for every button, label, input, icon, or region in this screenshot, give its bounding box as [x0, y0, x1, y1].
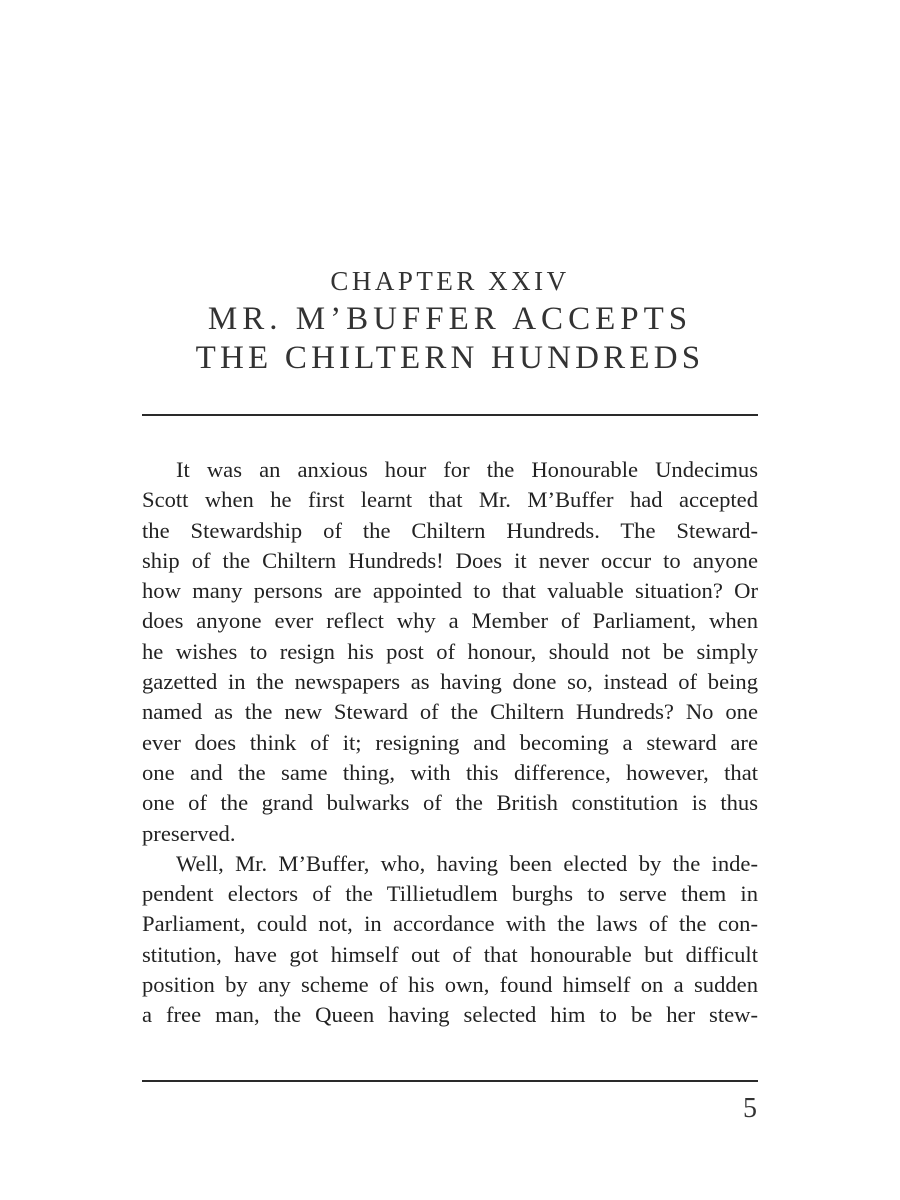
text-line: one of the grand bulwarks of the British constitution is thus [142, 790, 758, 816]
text-line: ship of the Chiltern Hundreds! Does it never occur to anyone [142, 547, 758, 573]
page-number: 5 [743, 1093, 757, 1124]
text-line: position by any scheme of his own, found himself on a sudden [142, 972, 758, 998]
text-line: one and the same thing, with this difference, however, that [142, 759, 758, 785]
text-line: he wishes to resign his post of honour, should not be simply [142, 638, 758, 664]
chapter-title-line-1: MR. M’BUFFER ACCEPTS [207, 301, 693, 337]
text-line: stitution, have got himself out of that honourable but difficult [142, 941, 758, 967]
header-rule [142, 414, 758, 416]
text-line: ever does think of it; resigning and becoming a steward are [142, 729, 758, 755]
text-line: the Stewardship of the Chiltern Hundreds. The Steward- [142, 517, 758, 543]
text-line: Parliament, could not, in accordance with the laws of the con- [142, 911, 758, 937]
text-line: Well, Mr. M’Buffer, who, having been elected by the inde- [176, 850, 758, 876]
footer-rule [142, 1080, 758, 1082]
text-line: preserved. [142, 820, 236, 846]
text-line: named as the new Steward of the Chiltern Hundreds? No one [142, 699, 758, 725]
text-line: gazetted in the newspapers as having done so, instead of being [142, 669, 758, 695]
text-line: It was an anxious hour for the Honourable Undecimus [176, 457, 758, 482]
text-line: pendent electors of the Tillietudlem burghs to serve them in [142, 881, 758, 907]
chapter-title-line-2: THE CHILTERN HUNDREDS [195, 340, 705, 376]
text-line: how many persons are appointed to that valuable situation? Or [142, 578, 758, 604]
body-text [142, 455, 758, 1031]
text-line: a free man, the Queen having selected him to be her stew- [142, 1002, 758, 1028]
text-line: Scott when he first learnt that Mr. M’Buffer had accepted [142, 487, 758, 513]
chapter-number: CHAPTER XXIV [330, 266, 570, 296]
text-line: does anyone ever reflect why a Member of Parliament, when [142, 608, 758, 634]
